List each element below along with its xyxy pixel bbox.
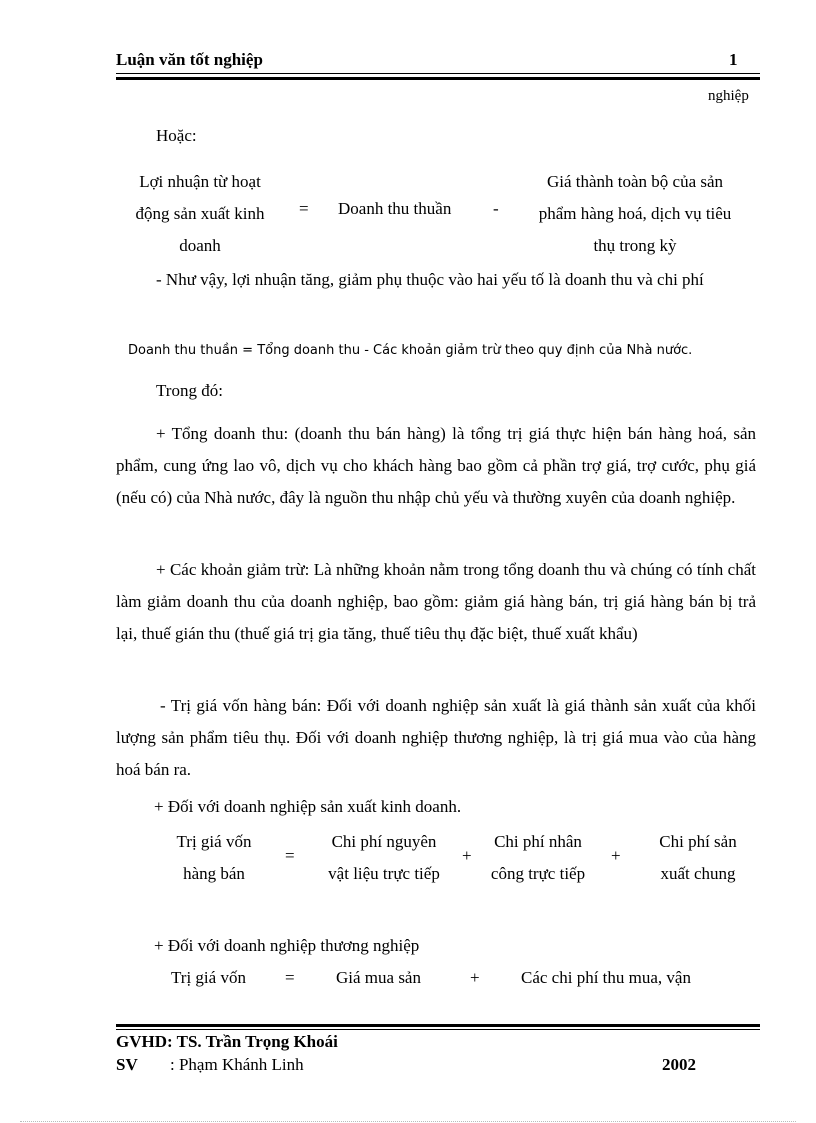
paragraph-deductions: + Các khoản giảm trừ: Là những khoản nằm trong tổng doanh thu và chúng có tính chất làm giảm doanh thu của doanh nghiệp, bao gồm: giảm giá hàng bán, trị giá hàng bán bị trả lại, thuế gián thu (thuế giá trị gia tăng, thuế tiêu thụ đặc biệt, thuế xuất khẩu) xyxy=(116,560,756,643)
footer-supervisor: GVHD: TS. Trần Trọng Khoái xyxy=(116,1032,338,1051)
footer-student-name: : Phạm Khánh Linh xyxy=(170,1055,304,1074)
header-title: Luận văn tốt nghiệp xyxy=(116,50,263,69)
formula-line: Chi phí nguyên xyxy=(331,832,437,851)
formula-line: Trị giá vốn xyxy=(176,832,252,851)
formula-line: phẩm hàng hoá, dịch vụ tiêu xyxy=(538,204,732,223)
paragraph-total-revenue: + Tổng doanh thu: (doanh thu bán hàng) là tổng trị giá thực hiện bán hàng hoá, sản phẩm, cung ứng lao vô, dịch vụ cho khách hàng bao gồm cả phần trợ giá, trợ cước, phụ giá (nếu có) của Nhà nước, đây là nguồn thu nhập chủ yếu và thường xuyên của doanh nghiệp. xyxy=(116,424,756,507)
plus-sign: + xyxy=(462,846,472,865)
trong-do-label: Trong đó: xyxy=(156,381,223,400)
formula2-b xyxy=(312,826,456,890)
footer-student-label: SV xyxy=(116,1055,138,1074)
paragraph-profit: - Như vậy, lợi nhuận tăng, giảm phụ thuộc vào hai yếu tố là doanh thu và chi phí xyxy=(156,270,704,289)
formula3-a: Trị giá vốn xyxy=(171,968,246,987)
page-number: 1 xyxy=(729,50,738,69)
formula-profit-mid: Doanh thu thuần xyxy=(338,199,452,218)
formula-line: Chi phí sản xyxy=(659,832,737,851)
formula-line: Lợi nhuận từ hoạt xyxy=(139,172,261,191)
page-bottom-edge xyxy=(20,1121,796,1122)
footer-rule-thin xyxy=(116,1029,760,1030)
equals-sign: = xyxy=(299,199,309,218)
formula-line: doanh xyxy=(179,236,221,255)
paragraph-cogs: - Trị giá vốn hàng bán: Đối với doanh nghiệp sản xuất là giá thành sản xuất của khối lượng sản phẩm tiêu thụ. Đối với doanh nghiệp thương nghiệp, là trị giá mua vào của hàng hoá bán ra. xyxy=(116,696,756,779)
formula-line: công trực tiếp xyxy=(490,864,586,883)
heading-production: + Đối với doanh nghiệp sản xuất kinh doanh. xyxy=(154,797,462,816)
formula-line: Giá thành toàn bộ của sản xyxy=(546,172,724,191)
formula-profit-left xyxy=(116,166,284,262)
formula-line: Chi phí nhân xyxy=(494,832,582,851)
formula2-c xyxy=(478,826,598,890)
formula2-d xyxy=(636,826,760,890)
formula-line: vật liệu trực tiếp xyxy=(328,864,440,883)
heading-commerce: + Đối với doanh nghiệp thương nghiệp xyxy=(154,936,420,955)
formula-line: động sản xuất kinh xyxy=(135,204,265,223)
formula2-a xyxy=(150,826,278,890)
carry-over-word: nghiệp xyxy=(708,88,749,104)
minus-sign: - xyxy=(493,199,499,218)
header-rule-thick xyxy=(116,77,760,80)
formula-line: hàng bán xyxy=(183,864,245,883)
plus-sign: + xyxy=(470,968,480,987)
hoac-label: Hoặc: xyxy=(156,126,197,145)
footer-rule-thick xyxy=(116,1024,760,1027)
formula-net-revenue: Doanh thu thuần = Tổng doanh thu - Các khoản giảm trừ theo quy định của Nhà nước. xyxy=(128,343,693,358)
formula-profit-right xyxy=(520,166,750,262)
formula-line: thụ trong kỳ xyxy=(593,236,677,255)
header-rule-thin xyxy=(116,73,760,74)
plus-sign: + xyxy=(611,846,621,865)
footer-year: 2002 xyxy=(662,1055,696,1074)
formula3-b: Giá mua sản xyxy=(336,968,421,987)
equals-sign: = xyxy=(285,968,295,987)
formula3-c: Các chi phí thu mua, vận xyxy=(521,968,691,987)
equals-sign: = xyxy=(285,846,295,865)
formula-line: xuất chung xyxy=(660,864,736,883)
